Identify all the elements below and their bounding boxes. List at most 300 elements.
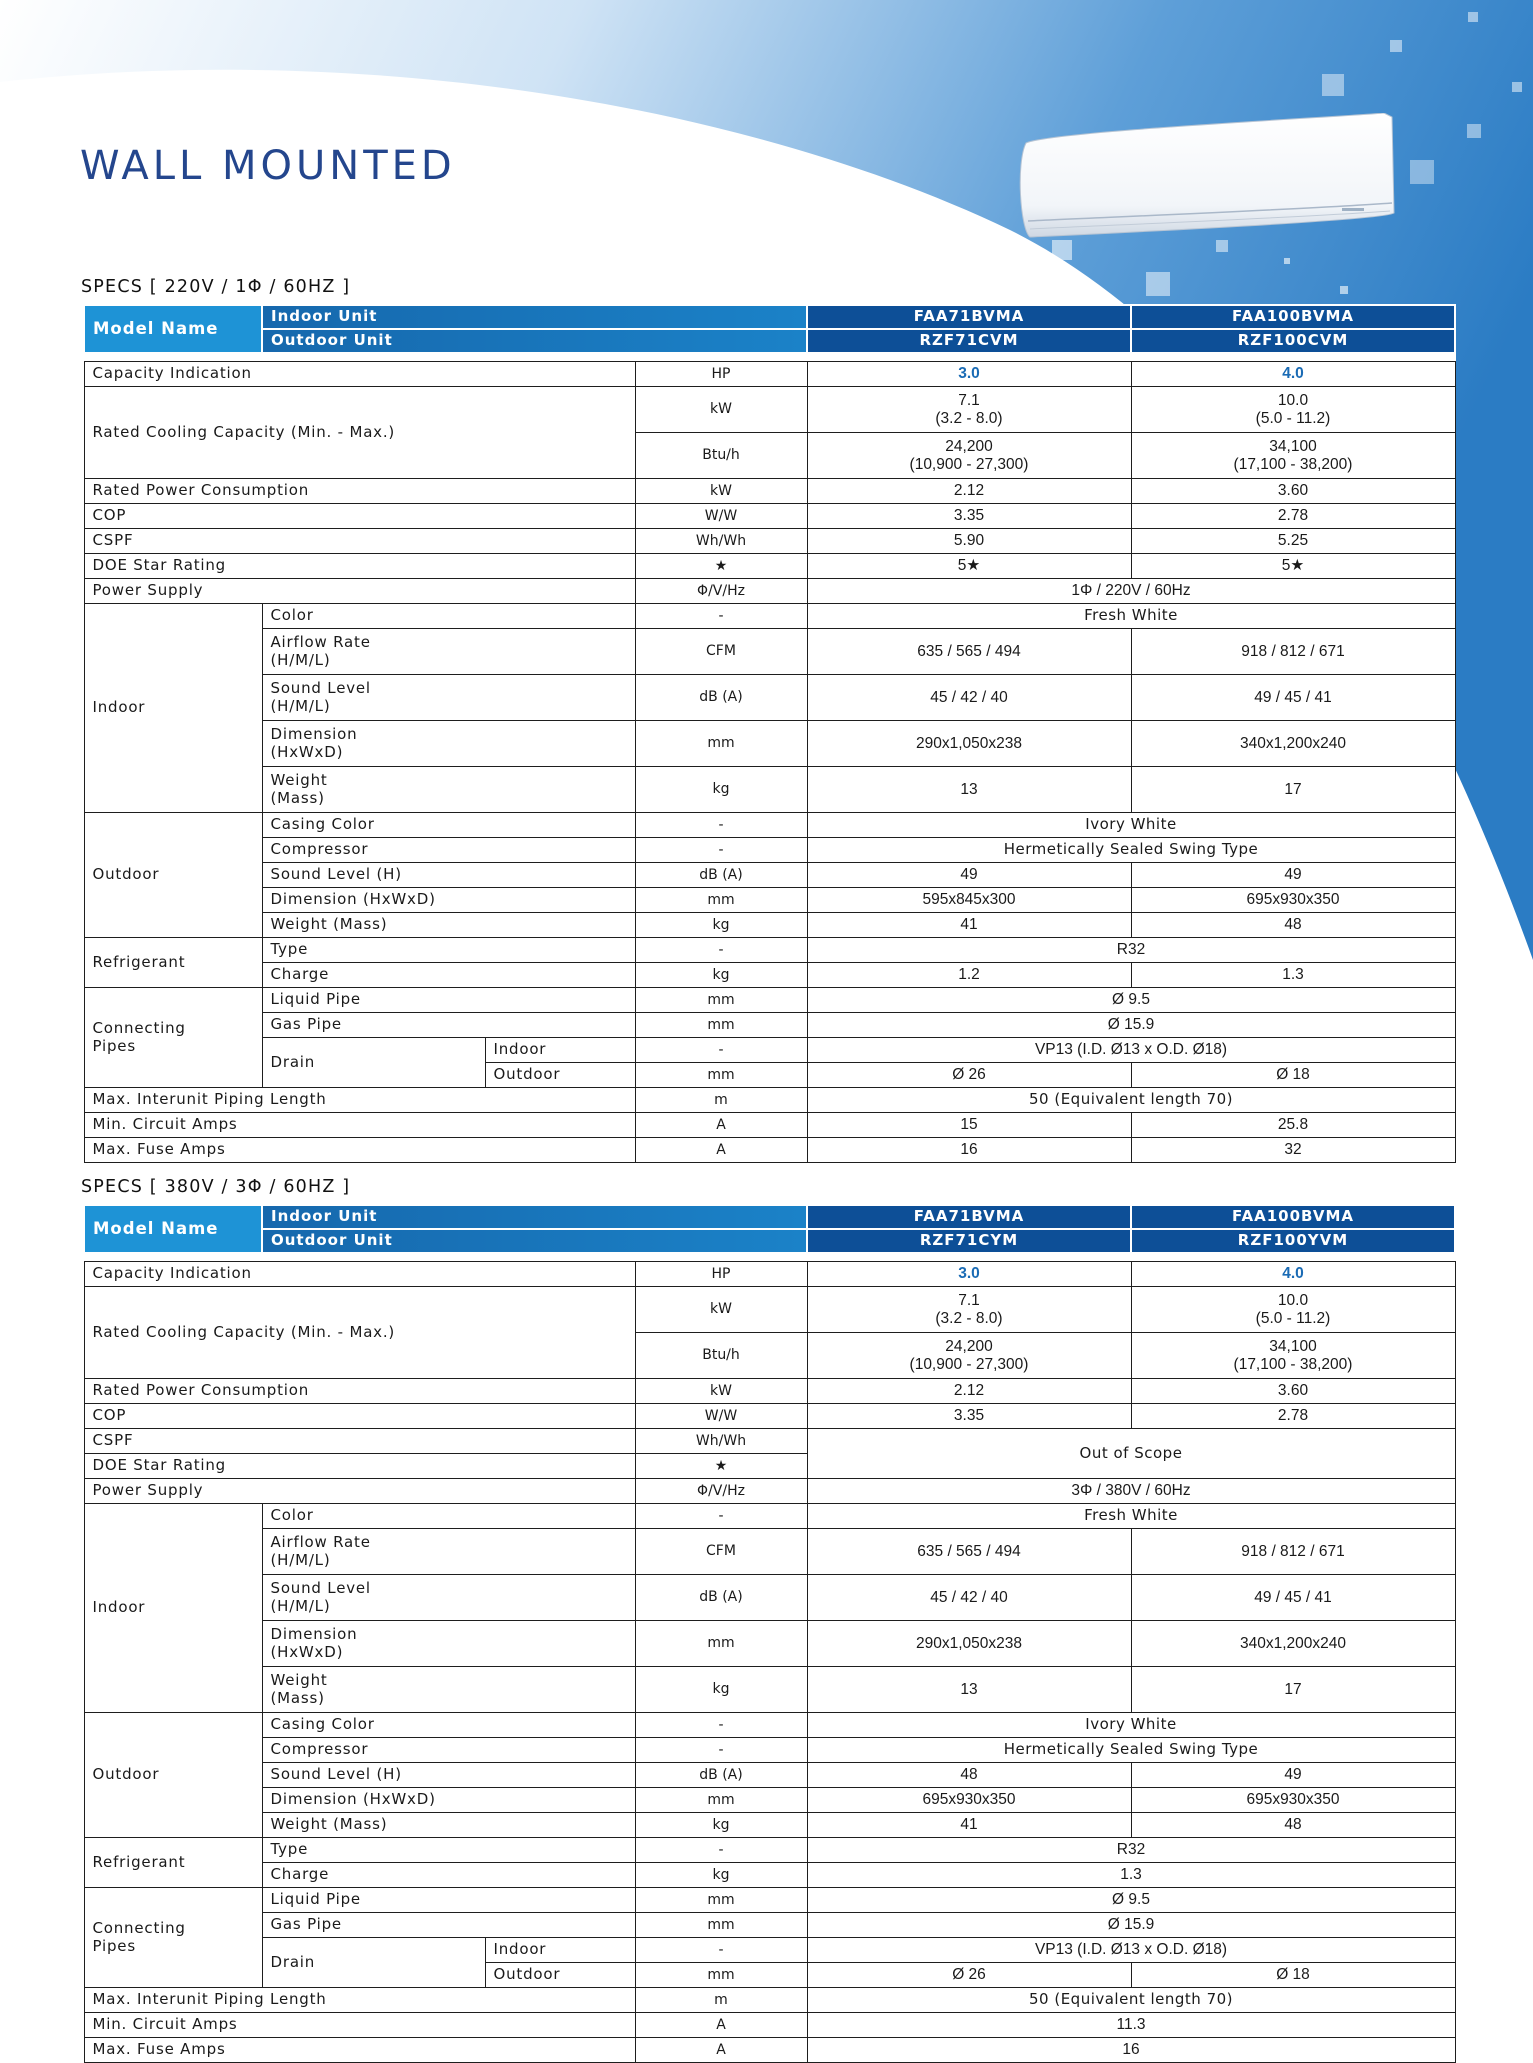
table-row — [84, 675, 1455, 721]
unit-cell: kg — [635, 1863, 807, 1888]
row-label: Charge — [262, 963, 635, 988]
value-cell: 2.78 — [1131, 504, 1455, 529]
value-line: 34,100 — [1269, 437, 1317, 455]
merged-value: 1.3 — [807, 1863, 1455, 1888]
row-label: Min. Circuit Amps — [84, 2013, 635, 2038]
outdoor-model: RZF71CYM — [807, 1229, 1131, 1253]
outdoor-model: RZF100YVM — [1131, 1229, 1455, 1253]
row-label: Drain — [262, 1938, 485, 1988]
value-cell: 2.78 — [1131, 1404, 1455, 1429]
unit-cell: HP — [635, 1262, 807, 1287]
unit-cell: - — [635, 938, 807, 963]
value-cell — [807, 387, 1131, 433]
table-row — [84, 1287, 1455, 1333]
value-cell: 695x930x350 — [1131, 1788, 1455, 1813]
row-label-line: Weight — [270, 1671, 328, 1690]
unit-cell: mm — [635, 988, 807, 1013]
star-icon: ★ — [635, 554, 807, 579]
row-label — [262, 767, 635, 813]
row-label: Rated Cooling Capacity (Min. - Max.) — [84, 1287, 635, 1379]
table-row — [84, 1113, 1455, 1138]
merged-value: 1Φ / 220V / 60Hz — [807, 579, 1455, 604]
group-label — [84, 988, 262, 1088]
row-label — [262, 1621, 635, 1667]
value-cell: Ø 26 — [807, 1063, 1131, 1088]
unit-cell: mm — [635, 888, 807, 913]
row-label-line: (Mass) — [270, 788, 325, 807]
merged-value: Ø 15.9 — [807, 1013, 1455, 1038]
sub-label: Outdoor — [485, 1963, 635, 1988]
outdoor-unit-header: Outdoor Unit — [262, 329, 807, 353]
value-line: 7.1 — [958, 391, 980, 409]
unit-cell: - — [635, 1938, 807, 1963]
merged-value: 50 (Equivalent length 70) — [807, 1088, 1455, 1113]
table-row — [84, 1404, 1455, 1429]
table-row — [84, 1938, 1455, 1963]
unit-cell: - — [635, 813, 807, 838]
table-row — [84, 863, 1455, 888]
unit-cell: dB (A) — [635, 1575, 807, 1621]
value-cell: 48 — [807, 1763, 1131, 1788]
value-cell: 41 — [807, 1813, 1131, 1838]
value-range: (3.2 - 8.0) — [935, 1309, 1003, 1327]
merged-value: Ivory White — [807, 1713, 1455, 1738]
table-row — [84, 1621, 1455, 1667]
table-row — [84, 529, 1455, 554]
row-label: Type — [262, 938, 635, 963]
table-row — [84, 579, 1455, 604]
value-cell: 3.35 — [807, 504, 1131, 529]
row-label: Power Supply — [84, 1479, 635, 1504]
table-row — [84, 838, 1455, 863]
row-label-line: (H/M/L) — [270, 650, 331, 669]
row-label: Capacity Indication — [84, 362, 635, 387]
row-label: Liquid Pipe — [262, 988, 635, 1013]
page-title: WALL MOUNTED — [80, 143, 456, 189]
table-row — [84, 813, 1455, 838]
value-line: 10.0 — [1277, 1291, 1309, 1309]
row-label: Compressor — [262, 838, 635, 863]
row-label: Weight (Mass) — [262, 913, 635, 938]
group-label-line: Connecting — [92, 1919, 186, 1938]
value-cell: 49 — [1131, 1763, 1455, 1788]
row-label: COP — [84, 504, 635, 529]
row-label: Max. Interunit Piping Length — [84, 1088, 635, 1113]
table-row — [84, 1863, 1455, 1888]
table-row — [84, 1575, 1455, 1621]
indoor-unit-header: Indoor Unit — [262, 1205, 807, 1229]
sub-label: Indoor — [485, 1938, 635, 1963]
value-cell — [1131, 1287, 1455, 1333]
unit-cell: Φ/V/Hz — [635, 1479, 807, 1504]
table-row — [84, 362, 1455, 387]
group-label: Outdoor — [84, 1713, 262, 1838]
table-row — [84, 1038, 1455, 1063]
value-range: (3.2 - 8.0) — [935, 409, 1003, 427]
star-rating: 5★ — [1131, 554, 1455, 579]
table-row — [84, 1888, 1455, 1913]
value-cell: 340x1,200x240 — [1131, 1621, 1455, 1667]
group-label-line: Pipes — [92, 1936, 136, 1955]
row-label-line: Dimension — [270, 725, 358, 744]
merged-value: Ø 9.5 — [807, 1888, 1455, 1913]
value-cell: 1.3 — [1131, 963, 1455, 988]
value-line: 24,200 — [945, 1337, 993, 1355]
row-label: CSPF — [84, 529, 635, 554]
value-cell: 918 / 812 / 671 — [1131, 629, 1455, 675]
unit-cell: W/W — [635, 504, 807, 529]
unit-cell: - — [635, 1504, 807, 1529]
merged-value: Fresh White — [807, 1504, 1455, 1529]
group-label: Refrigerant — [84, 1838, 262, 1888]
value-cell: 13 — [807, 767, 1131, 813]
value-range: (17,100 - 38,200) — [1233, 1355, 1353, 1373]
value-cell: 45 / 42 / 40 — [807, 675, 1131, 721]
table-row — [84, 1813, 1455, 1838]
row-label-line: (HxWxD) — [270, 1642, 344, 1661]
unit-cell: W/W — [635, 1404, 807, 1429]
table-row — [84, 1088, 1455, 1113]
unit-cell: A — [635, 1113, 807, 1138]
row-label: Compressor — [262, 1738, 635, 1763]
row-label: Rated Power Consumption — [84, 479, 635, 504]
model-name-header: Model Name — [84, 305, 262, 353]
unit-cell: - — [635, 838, 807, 863]
unit-cell: mm — [635, 1788, 807, 1813]
row-label: Power Supply — [84, 579, 635, 604]
unit-cell: - — [635, 1713, 807, 1738]
row-label-line: Airflow Rate — [270, 1533, 371, 1552]
unit-cell: A — [635, 2038, 807, 2063]
unit-cell: m — [635, 1088, 807, 1113]
unit-cell: mm — [635, 1063, 807, 1088]
table-row — [84, 1262, 1455, 1287]
row-label: DOE Star Rating — [84, 554, 635, 579]
table-row — [84, 629, 1455, 675]
table-row — [84, 1013, 1455, 1038]
air-conditioner-illustration — [1012, 113, 1396, 243]
merged-value: Hermetically Sealed Swing Type — [807, 838, 1455, 863]
value-cell: Ø 26 — [807, 1963, 1131, 1988]
value-line: 10.0 — [1277, 391, 1309, 409]
unit-cell: Wh/Wh — [635, 1429, 807, 1454]
unit-cell: kW — [635, 479, 807, 504]
unit-cell: mm — [635, 1621, 807, 1667]
unit-cell: mm — [635, 1913, 807, 1938]
value-cell: 25.8 — [1131, 1113, 1455, 1138]
row-label-line: Dimension — [270, 1625, 358, 1644]
unit-cell: mm — [635, 1888, 807, 1913]
row-label: Max. Interunit Piping Length — [84, 1988, 635, 2013]
value-cell: 290x1,050x238 — [807, 1621, 1131, 1667]
merged-value: 3Φ / 380V / 60Hz — [807, 1479, 1455, 1504]
unit-cell: m — [635, 1988, 807, 2013]
indoor-unit-header: Indoor Unit — [262, 305, 807, 329]
row-label: Max. Fuse Amps — [84, 2038, 635, 2063]
row-label: Type — [262, 1838, 635, 1863]
out-of-scope-cell: Out of Scope — [807, 1429, 1455, 1479]
value-cell: 5.25 — [1131, 529, 1455, 554]
row-label: Color — [262, 1504, 635, 1529]
table-row — [84, 1379, 1455, 1404]
row-label: Sound Level (H) — [262, 863, 635, 888]
value-cell — [807, 1287, 1131, 1333]
value-cell: 49 / 45 / 41 — [1131, 1575, 1455, 1621]
row-label — [262, 1575, 635, 1621]
table-row — [84, 1479, 1455, 1504]
table-row — [84, 963, 1455, 988]
indoor-model: FAA71BVMA — [807, 1205, 1131, 1229]
table-row — [84, 1763, 1455, 1788]
value-cell — [1131, 387, 1455, 433]
value-cell: Ø 18 — [1131, 1063, 1455, 1088]
table-row — [84, 721, 1455, 767]
group-label — [84, 1888, 262, 1988]
row-label: Rated Cooling Capacity (Min. - Max.) — [84, 387, 635, 479]
unit-cell: CFM — [635, 629, 807, 675]
row-label: Dimension (HxWxD) — [262, 1788, 635, 1813]
sub-label: Outdoor — [485, 1063, 635, 1088]
value-cell: 45 / 42 / 40 — [807, 1575, 1131, 1621]
unit-cell: CFM — [635, 1529, 807, 1575]
indoor-model: FAA100BVMA — [1131, 305, 1455, 329]
row-label-line: (H/M/L) — [270, 1550, 331, 1569]
value-cell: 3.60 — [1131, 1379, 1455, 1404]
unit-cell: kg — [635, 913, 807, 938]
unit-cell: dB (A) — [635, 1763, 807, 1788]
table-row — [84, 1913, 1455, 1938]
unit-cell: - — [635, 1738, 807, 1763]
spec-table-220v — [83, 304, 1456, 1163]
value-cell: 48 — [1131, 1813, 1455, 1838]
merged-value: Ivory White — [807, 813, 1455, 838]
value-range: (5.0 - 11.2) — [1255, 409, 1331, 427]
hp-value: 4.0 — [1131, 362, 1455, 387]
value-cell — [1131, 1333, 1455, 1379]
row-label-line: (Mass) — [270, 1688, 325, 1707]
value-line: 7.1 — [958, 1291, 980, 1309]
row-label: Casing Color — [262, 813, 635, 838]
unit-cell: A — [635, 1138, 807, 1163]
table-row — [84, 2038, 1455, 2063]
value-cell — [807, 1333, 1131, 1379]
table-row — [84, 1667, 1455, 1713]
row-label: COP — [84, 1404, 635, 1429]
unit-cell: Btu/h — [635, 1333, 807, 1379]
outdoor-unit-header: Outdoor Unit — [262, 1229, 807, 1253]
unit-cell: dB (A) — [635, 863, 807, 888]
row-label: DOE Star Rating — [84, 1454, 635, 1479]
unit-cell: - — [635, 1038, 807, 1063]
row-label — [262, 721, 635, 767]
table-row — [84, 1138, 1455, 1163]
unit-cell: Wh/Wh — [635, 529, 807, 554]
row-label: Min. Circuit Amps — [84, 1113, 635, 1138]
outdoor-model: RZF71CVM — [807, 329, 1131, 353]
table-row — [84, 1738, 1455, 1763]
hp-value: 3.0 — [807, 362, 1131, 387]
value-cell: 695x930x350 — [1131, 888, 1455, 913]
value-cell: Ø 18 — [1131, 1963, 1455, 1988]
value-cell: 13 — [807, 1667, 1131, 1713]
merged-value: R32 — [807, 938, 1455, 963]
unit-cell: kg — [635, 767, 807, 813]
value-cell: 290x1,050x238 — [807, 721, 1131, 767]
merged-value: 16 — [807, 2038, 1455, 2063]
hp-value: 3.0 — [807, 1262, 1131, 1287]
value-cell — [1131, 433, 1455, 479]
sub-label: Indoor — [485, 1038, 635, 1063]
table-row — [84, 504, 1455, 529]
group-label: Refrigerant — [84, 938, 262, 988]
row-label: Capacity Indication — [84, 1262, 635, 1287]
value-cell: 635 / 565 / 494 — [807, 629, 1131, 675]
value-cell — [807, 433, 1131, 479]
unit-cell: Btu/h — [635, 433, 807, 479]
row-label: Weight (Mass) — [262, 1813, 635, 1838]
value-cell: 918 / 812 / 671 — [1131, 1529, 1455, 1575]
row-label: Sound Level (H) — [262, 1763, 635, 1788]
value-cell: 49 — [807, 863, 1131, 888]
table-row — [84, 387, 1455, 433]
table-row — [84, 1838, 1455, 1863]
indoor-model: FAA100BVMA — [1131, 1205, 1455, 1229]
value-cell: 15 — [807, 1113, 1131, 1138]
unit-cell: kg — [635, 1667, 807, 1713]
row-label: Liquid Pipe — [262, 1888, 635, 1913]
group-label: Indoor — [84, 604, 262, 813]
value-cell: 17 — [1131, 1667, 1455, 1713]
value-cell: 49 / 45 / 41 — [1131, 675, 1455, 721]
group-label: Indoor — [84, 1504, 262, 1713]
value-cell: 635 / 565 / 494 — [807, 1529, 1131, 1575]
value-cell: 1.2 — [807, 963, 1131, 988]
merged-value: 50 (Equivalent length 70) — [807, 1988, 1455, 2013]
unit-cell: HP — [635, 362, 807, 387]
row-label-line: (H/M/L) — [270, 1596, 331, 1615]
unit-cell: A — [635, 2013, 807, 2038]
row-label: Casing Color — [262, 1713, 635, 1738]
row-label — [262, 1529, 635, 1575]
spec-table-380v — [83, 1204, 1456, 2063]
value-cell: 3.60 — [1131, 479, 1455, 504]
unit-cell: kW — [635, 1287, 807, 1333]
model-name-header: Model Name — [84, 1205, 262, 1253]
value-cell: 32 — [1131, 1138, 1455, 1163]
row-label — [262, 675, 635, 721]
merged-value: Ø 15.9 — [807, 1913, 1455, 1938]
group-label: Outdoor — [84, 813, 262, 938]
row-label-line: Sound Level — [270, 679, 371, 698]
row-label — [262, 629, 635, 675]
row-label — [262, 1667, 635, 1713]
table-row — [84, 1988, 1455, 2013]
value-range: (10,900 - 27,300) — [909, 1355, 1029, 1373]
table-row — [84, 1529, 1455, 1575]
unit-cell: mm — [635, 721, 807, 767]
merged-value: R32 — [807, 1838, 1455, 1863]
value-cell: 595x845x300 — [807, 888, 1131, 913]
value-cell: 340x1,200x240 — [1131, 721, 1455, 767]
merged-value: Hermetically Sealed Swing Type — [807, 1738, 1455, 1763]
value-cell: 695x930x350 — [807, 1788, 1131, 1813]
row-label: Dimension (HxWxD) — [262, 888, 635, 913]
merged-value: Fresh White — [807, 604, 1455, 629]
value-cell: 48 — [1131, 913, 1455, 938]
row-label: Gas Pipe — [262, 1913, 635, 1938]
outdoor-model: RZF100CVM — [1131, 329, 1455, 353]
unit-cell: kW — [635, 387, 807, 433]
row-label-line: (HxWxD) — [270, 742, 344, 761]
unit-cell: - — [635, 604, 807, 629]
value-range: (10,900 - 27,300) — [909, 455, 1029, 473]
row-label: CSPF — [84, 1429, 635, 1454]
table-row — [84, 1788, 1455, 1813]
table-row — [84, 938, 1455, 963]
value-range: (17,100 - 38,200) — [1233, 455, 1353, 473]
value-line: 24,200 — [945, 437, 993, 455]
row-label-line: Weight — [270, 771, 328, 790]
table-row — [84, 913, 1455, 938]
value-cell: 16 — [807, 1138, 1131, 1163]
spec-heading-220v: SPECS [ 220V / 1Φ / 60HZ ] — [81, 277, 351, 297]
table-row — [84, 2013, 1455, 2038]
value-cell: 17 — [1131, 767, 1455, 813]
table-row — [84, 888, 1455, 913]
table-row — [84, 604, 1455, 629]
row-label-line: Airflow Rate — [270, 633, 371, 652]
row-label: Drain — [262, 1038, 485, 1088]
value-cell: 41 — [807, 913, 1131, 938]
row-label: Max. Fuse Amps — [84, 1138, 635, 1163]
value-range: (5.0 - 11.2) — [1255, 1309, 1331, 1327]
value-cell: 49 — [1131, 863, 1455, 888]
merged-value: Ø 9.5 — [807, 988, 1455, 1013]
star-icon: ★ — [635, 1454, 807, 1479]
unit-cell: mm — [635, 1963, 807, 1988]
row-label-line: Sound Level — [270, 1579, 371, 1598]
value-cell: 5.90 — [807, 529, 1131, 554]
unit-cell: kg — [635, 963, 807, 988]
table-row — [84, 767, 1455, 813]
indoor-model: FAA71BVMA — [807, 305, 1131, 329]
unit-cell: dB (A) — [635, 675, 807, 721]
star-rating: 5★ — [807, 554, 1131, 579]
row-label: Charge — [262, 1863, 635, 1888]
unit-cell: Φ/V/Hz — [635, 579, 807, 604]
table-row — [84, 1429, 1455, 1454]
unit-cell: kW — [635, 1379, 807, 1404]
table-row — [84, 988, 1455, 1013]
value-cell: 2.12 — [807, 479, 1131, 504]
hp-value: 4.0 — [1131, 1262, 1455, 1287]
table-row — [84, 479, 1455, 504]
merged-value: VP13 (I.D. Ø13 x O.D. Ø18) — [807, 1038, 1455, 1063]
row-label: Color — [262, 604, 635, 629]
row-label: Rated Power Consumption — [84, 1379, 635, 1404]
row-label-line: (H/M/L) — [270, 696, 331, 715]
unit-cell: - — [635, 1838, 807, 1863]
group-label-line: Pipes — [92, 1036, 136, 1055]
merged-value: 11.3 — [807, 2013, 1455, 2038]
table-row — [84, 1504, 1455, 1529]
value-line: 34,100 — [1269, 1337, 1317, 1355]
value-cell: 2.12 — [807, 1379, 1131, 1404]
unit-cell: mm — [635, 1013, 807, 1038]
group-label-line: Connecting — [92, 1019, 186, 1038]
table-row — [84, 554, 1455, 579]
table-row — [84, 1713, 1455, 1738]
